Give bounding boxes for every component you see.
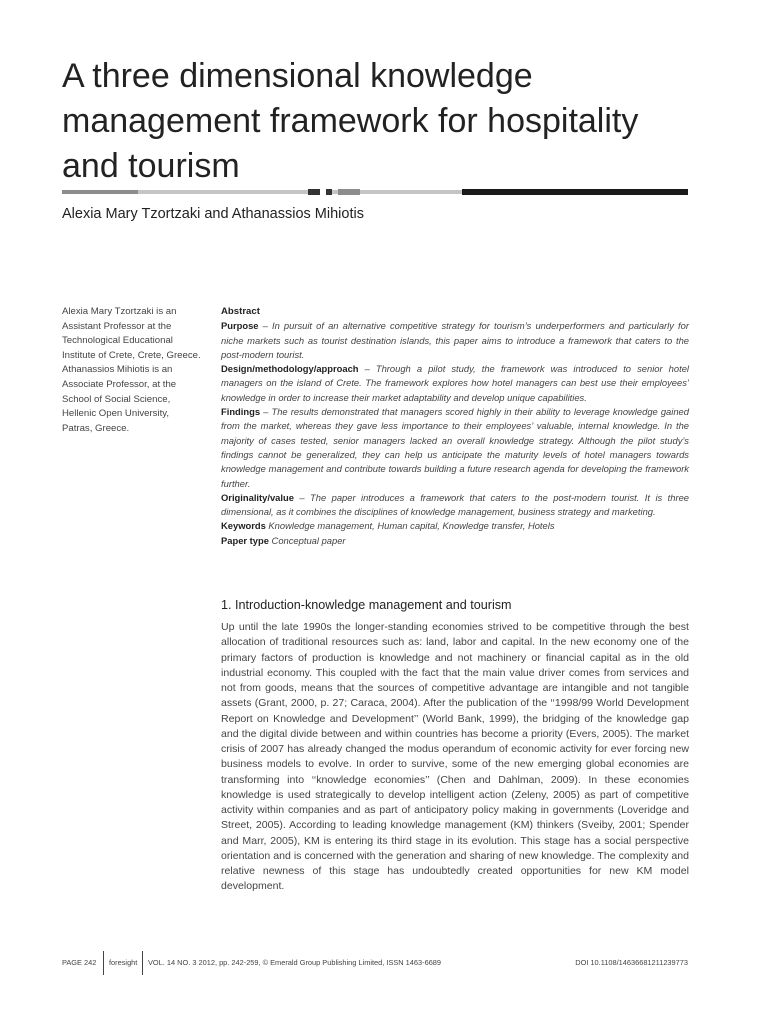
findings-text: – The results demonstrated that managers scored highly in their ability to leverage knowledge gained from the market, whereas they gave less importance to their employees’ valuable, internal knowledge. In the majority of cases tested, senior managers lacked an overall knowledge strategy. Although the pilot study’s findings cannot be generalized, they can help us anticipate the maturity levels of hotel managers towards knowledge management and contribute towards building a future research agenda for developing the framework further. [221,406,689,489]
design-label: Design/methodology/approach [221,363,359,375]
title-divider [62,188,688,196]
purpose-label: Purpose [221,320,259,332]
findings-label: Findings [221,406,261,418]
author-names: Alexia Mary Tzortzaki and Athanassios Mihiotis [62,206,364,222]
keywords-text: Knowledge management, Human capital, Knowledge transfer, Hotels [268,520,555,532]
originality-text: – The paper introduces a framework that caters to the post-modern tourist. It is three dimensional, as it combines the disciplines of knowledge management, business strategy and marketing. [221,491,690,518]
abstract-design [221,362,689,405]
section-body: Up until the late 1990s the longer-standing economies strived to be competitive through the best allocation of traditional resources such as: land, labor and capital. In the new economy one of the primary factors of production is knowledge and not machinery or financial capital as in the old industrial economy. This coupled with the fact that the main value driver comes from services and not from goods, means that the sources of competitive advantage are intangible and not tangible assets (Grant, 2000, p. 27; Caraca, 2004). After the publication of the ‘‘1998/99 World Development Report on Knowledge and Development’’ (World Bank, 1999), the bridging of the knowledge gap and the digital divide between and within countries has become a priority (Evers, 2005). The market crisis of 2007 has already changed the modus operandum of economic activity for ever forcing new business models to evolve. In order to survive, some of the new emerging global economies are transforming into ‘‘knowledge economies’’ (Chen and Dahlman, 2009). In these economies knowledge is used strategically to develop intelligent action (Zeleny, 2005) as part of competitive activity within companies and as part of anticipatory policy making in governments (Loveridge and Street, 2005). According to leading knowledge management (KM) thinkers (Sveiby, 2001; Spender and Marr, 2005), KM is entering its third stage in its evolution. This stage has a social perspective orientation and is concerned with the generation and sharing of new knowledge. The complexity and relative newness of this stage has undoubtedly created opportunities for new KM model development. [221,621,689,893]
design-text: – Through a pilot study, the framework was introduced to senior hotel managers on the island of Crete. The framework explores how hotel managers can best use their employees’ knowledge in order to increase their market adaptability and develop unique capabilities. [221,363,689,403]
abstract-originality [221,491,689,520]
journal-name: foresight [109,958,138,967]
doi: DOI 10.1108/14636681211239773 [575,958,688,967]
abstract-heading: Abstract [221,306,260,317]
article-title: A three dimensional knowledge management framework for hospitality and tourism [62,57,639,185]
abstract-block [221,305,689,548]
papertype-text: Conceptual paper [271,534,346,546]
purpose-text: – In pursuit of an alternative competitive strategy for tourism’s underperformers and particularly for niche markets such as tourist destination islands, this paper aims to introduce a framework that caters to the post-modern tourist. [221,320,689,360]
abstract-paper-type [221,534,689,548]
footer-separator [142,951,143,975]
author-bio: Alexia Mary Tzortzaki is an Assistant Professor at the Technological Educational Institute of Crete, Crete, Greece. Athanassios Mihiotis is an Associate Professor, at the School of Social Science, Hellenic Open University, Patras, Greece. [62,306,201,434]
abstract-findings [221,405,689,491]
footer-separator [103,951,104,975]
keywords-label: Keywords [221,520,266,532]
originality-label: Originality/value [221,491,294,503]
page-footer [62,955,688,969]
page-number: PAGE 242 [62,958,97,967]
papertype-label: Paper type [221,534,269,546]
citation-info: VOL. 14 NO. 3 2012, pp. 242-259, © Emerald Group Publishing Limited, ISSN 1463-6689 [148,958,442,967]
abstract-purpose [221,319,689,362]
abstract-keywords [221,519,689,533]
section-heading: 1. Introduction-knowledge management and tourism [221,598,512,612]
